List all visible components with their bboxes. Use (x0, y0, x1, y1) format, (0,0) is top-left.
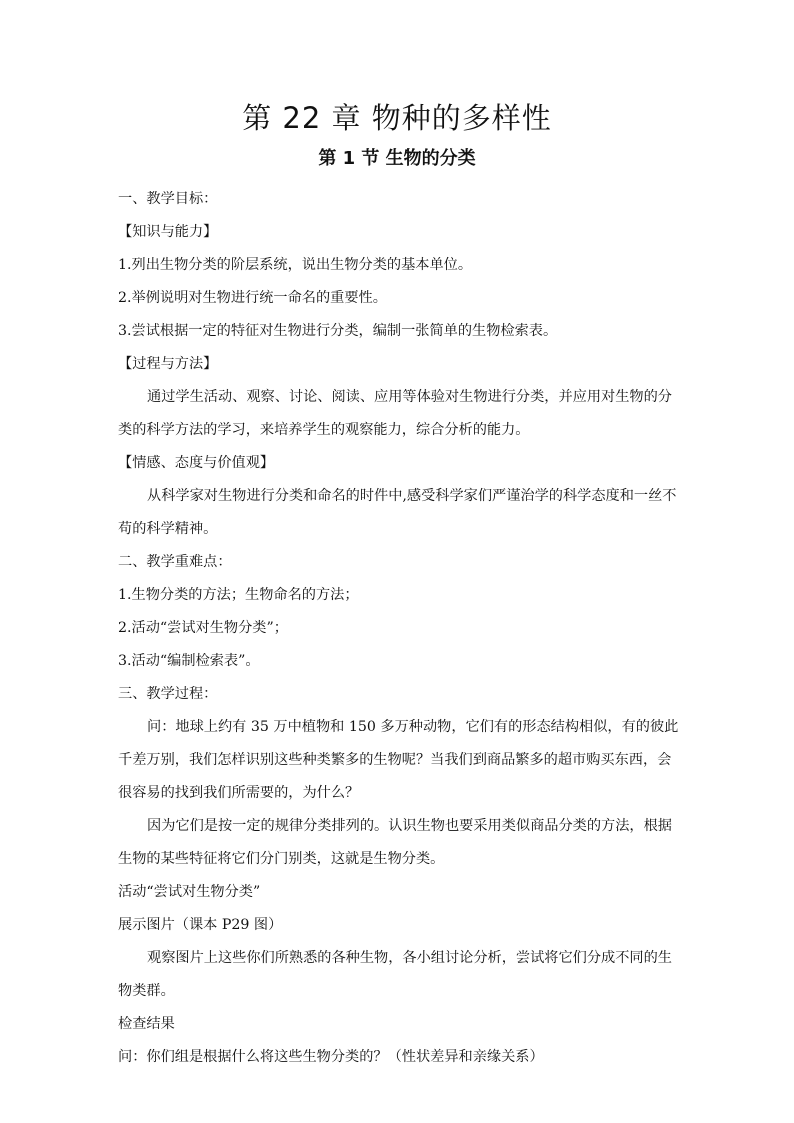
document-body (118, 183, 680, 1074)
paragraph: 问：你们组是根据什么将这些生物分类的？（性状差异和亲缘关系） (118, 1049, 544, 1065)
section-title: 第 1 节 生物的分类 (318, 148, 476, 169)
heading-teaching-goals: 一、教学目标： (118, 191, 218, 207)
list-item: 1.生物分类的方法；生物命名的方法； (118, 587, 359, 603)
paragraph: 展示图片（课本 P29 图） (118, 917, 283, 933)
subheading-process: 【过程与方法】 (118, 356, 218, 372)
subheading-knowledge: 【知识与能力】 (118, 224, 218, 240)
heading-key-points: 二、教学重难点： (118, 554, 232, 570)
heading-teaching-process: 三、教学过程： (118, 686, 218, 702)
paragraph: 从科学家对生物进行分类和命名的时件中,感受科学家们严谨治学的科学态度和一丝不苟的科学精神。 (118, 488, 677, 537)
subheading-emotion: 【情感、态度与价值观】 (118, 455, 275, 471)
paragraph: 问：地球上约有 35 万中植物和 150 多万种动物，它们有的形态结构相似，有的彼此千差万别，我们怎样识别这些种类繁多的生物呢？当我们到商品繁多的超市购买东西，会很容易的找到我们所需要的，为什么？ (118, 719, 679, 801)
list-item: 3.尝试根据一定的特征对生物进行分类，编制一张简单的生物检索表。 (118, 323, 558, 339)
list-item: 2.活动“尝试对生物分类”； (118, 620, 288, 636)
list-item: 2.举例说明对生物进行统一命名的重要性。 (118, 290, 387, 306)
paragraph: 活动“尝试对生物分类” (118, 884, 261, 900)
chapter-title: 第 22 章 物种的多样性 (242, 101, 552, 135)
paragraph: 检查结果 (118, 1016, 175, 1032)
paragraph: 通过学生活动、观察、讨论、阅读、应用等体验对生物进行分类，并应用对生物的分类的科学方法的学习，来培养学生的观察能力，综合分析的能力。 (118, 389, 672, 438)
list-item: 1.列出生物分类的阶层系统，说出生物分类的基本单位。 (118, 257, 473, 273)
paragraph: 因为它们是按一定的规律分类排列的。认识生物也要采用类似商品分类的方法，根据生物的某些特征将它们分门别类，这就是生物分类。 (118, 818, 672, 867)
list-item: 3.活动“编制检索表”。 (118, 653, 260, 669)
paragraph: 观察图片上这些你们所熟悉的各种生物，各小组讨论分析，尝试将它们分成不同的生物类群。 (118, 950, 672, 999)
